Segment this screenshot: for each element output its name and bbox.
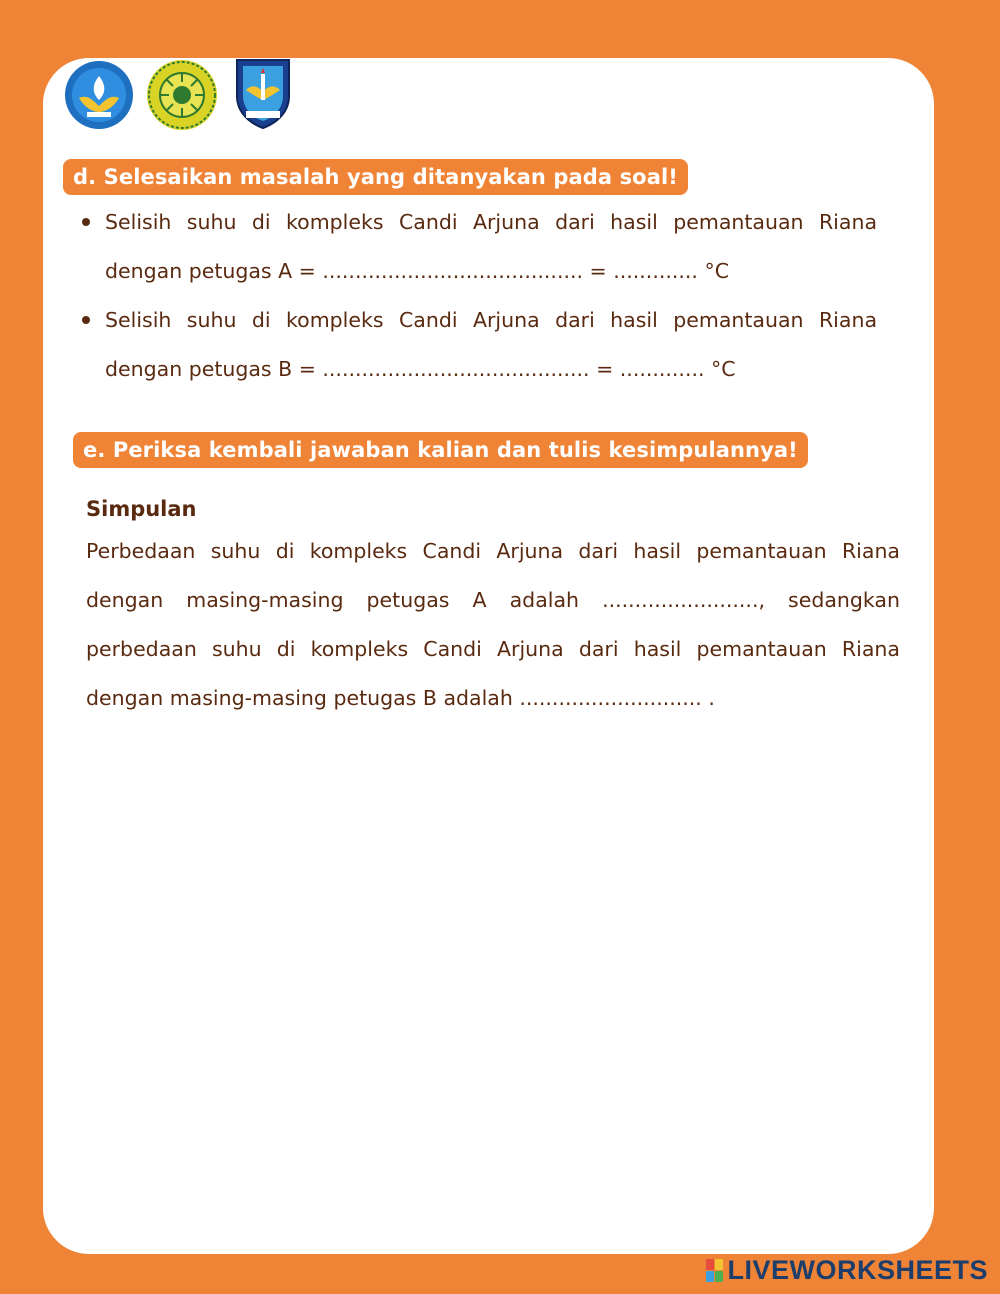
tut-wuri-handayani-logo bbox=[63, 60, 135, 130]
conclusion-line: perbedaan suhu di kompleks Candi Arjuna dari hasil pemantauan Riana bbox=[86, 637, 900, 661]
answer-line-a[interactable]: dengan petugas A = ........................................ = ............. °C bbox=[105, 259, 730, 283]
conclusion-block bbox=[86, 495, 900, 723]
section-d-answers bbox=[80, 198, 877, 394]
answer-line-b[interactable]: dengan petugas B = ......................................... = ............. °C bbox=[105, 357, 736, 381]
smp-negeri-logo bbox=[234, 56, 292, 130]
muhammadiyah-university-logo bbox=[146, 58, 218, 132]
conclusion-title: Simpulan bbox=[86, 497, 197, 521]
conclusion-answer-a[interactable]: dengan masing-masing petugas A adalah ........................, sedangkan bbox=[86, 588, 900, 612]
section-e-heading: e. Periksa kembali jawaban kalian dan tulis kesimpulannya! bbox=[73, 432, 808, 468]
list-item: Selisih suhu di kompleks Candi Arjuna dari hasil pemantauan Riana bbox=[80, 198, 877, 247]
section-d-heading: d. Selesaikan masalah yang ditanyakan pada soal! bbox=[63, 159, 688, 195]
conclusion-answer-b[interactable]: dengan masing-masing petugas B adalah ............................ . bbox=[86, 686, 715, 710]
list-item: Selisih suhu di kompleks Candi Arjuna dari hasil pemantauan Riana bbox=[80, 296, 877, 345]
liveworksheets-cubes-icon bbox=[706, 1259, 723, 1282]
bullet-icon bbox=[82, 316, 90, 324]
bullet-icon bbox=[82, 218, 90, 226]
brand-name: LIVEWORKSHEETS bbox=[727, 1254, 988, 1285]
liveworksheets-brand[interactable] bbox=[706, 1254, 988, 1286]
conclusion-line: Perbedaan suhu di kompleks Candi Arjuna dari hasil pemantauan Riana bbox=[86, 539, 900, 563]
